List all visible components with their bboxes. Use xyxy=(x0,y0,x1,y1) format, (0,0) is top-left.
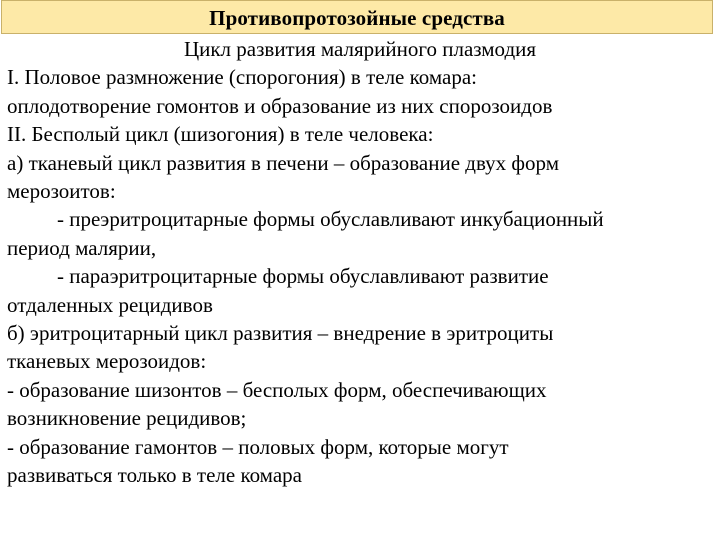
text-line: а) тканевый цикл развития в печени – образование двух форм xyxy=(7,150,559,175)
text-line: развиваться только в теле комара xyxy=(7,463,302,488)
text-line: II. Бесполый цикл (шизогония) в теле человека: xyxy=(7,122,434,147)
text-line: I. Половое размножение (спорогония) в теле комара: xyxy=(7,65,477,90)
slide-title: Противопротозойные средства xyxy=(209,6,505,30)
text-line: мерозоитов: xyxy=(7,179,116,204)
text-line: тканевых мерозоидов: xyxy=(7,349,207,374)
text-line: б) эритроцитарный цикл развития – внедрение в эритроциты xyxy=(7,321,554,346)
slide-content xyxy=(7,35,713,490)
text-line: период малярии, xyxy=(7,235,157,260)
text-line: - образование шизонтов – бесполых форм, обеспечивающих xyxy=(7,377,547,402)
text-line: возникновение рецидивов; xyxy=(7,406,247,431)
text-line: отдаленных рецидивов xyxy=(7,292,213,317)
text-line: - параэритроцитарные формы обуславливают развитие xyxy=(57,264,549,289)
text-line: - образование гамонтов – половых форм, которые могут xyxy=(7,434,509,459)
title-bar xyxy=(1,0,713,34)
text-line: - преэритроцитарные формы обуславливают инкубационный xyxy=(57,207,604,232)
slide-subtitle: Цикл развития малярийного плазмодия xyxy=(183,37,537,61)
text-line: оплодотворение гомонтов и образование из них спорозоидов xyxy=(7,93,553,118)
